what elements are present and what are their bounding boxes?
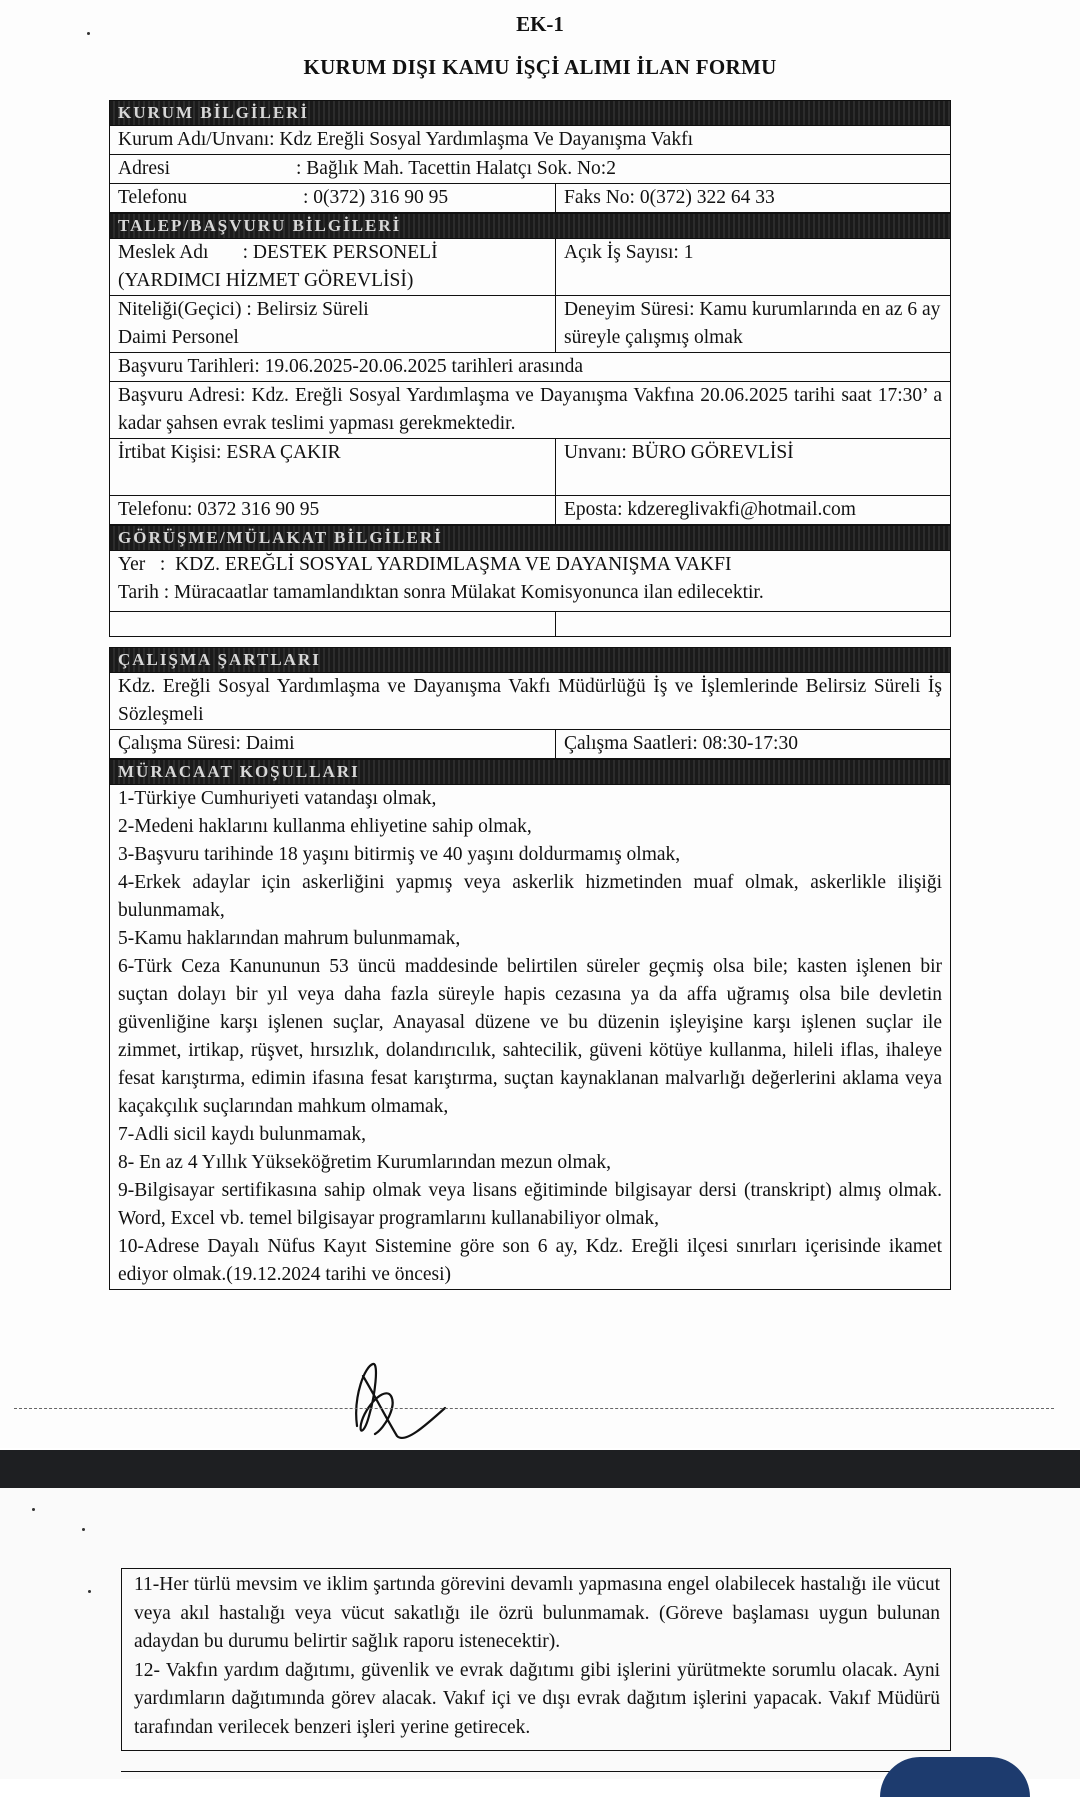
adres-value: : Bağlık Mah. Tacettin Halatçı Sok. No:2 (296, 158, 616, 179)
gorusme-yer: Yer : KDZ. EREĞLİ SOSYAL YARDIMLAŞMA VE DAYANIŞMA VAKFI (118, 554, 732, 575)
document-code: EK-1 (516, 12, 564, 36)
kosul-item: 3-Başvuru tarihinde 18 yaşını bitirmiş ve 40 yaşını doldurmamış olmak, (118, 844, 681, 865)
calisma-saatleri: Çalışma Saatleri: 08:30-17:30 (564, 733, 798, 754)
kosul-item: 1-Türkiye Cumhuriyeti vatandaşı olmak, (118, 788, 437, 809)
calisma-aciklama: Kdz. Ereğli Sosyal Yardımlaşma ve Dayanışma Vakfı Müdürlüğü İş ve İşlemlerinde Belirsiz Süreli İş Sözleşmeli (118, 676, 942, 725)
kosul-item: 9-Bilgisayar sertifikasına sahip olmak veya lisans eğitiminde bilgisayar dersi (transkript) almış olmak. Word, Excel vb. temel bilgisayar programlarını kullanabiliyor olmak, (118, 1180, 942, 1229)
kurum-adi: Kurum Adı/Unvanı: Kdz Ereğli Sosyal Yardımlaşma Ve Dayanışma Vakfı (118, 129, 694, 150)
basvuru-tarihleri-row (109, 353, 951, 382)
kosul-item: 11-Her türlü mevsim ve iklim şartında görevini devamlı yapmasına engel olabilecek hastalığı ile vücut veya akıl hastalığı veya vücut sakatlığı ile özrü bulunmamak. (Göreve başlaması uygun bulunan adaydan bu durumu belirtir sağlık raporu istenecektir). (134, 1574, 940, 1652)
kosul-item: 7-Adli sicil kaydı bulunmamak, (118, 1124, 367, 1145)
scan-speck (82, 1528, 85, 1531)
signature-mark (345, 1356, 455, 1446)
section-header-kurum: KURUM BİLGİLERİ (109, 100, 951, 126)
gorusme-row (109, 551, 951, 612)
floating-action-button[interactable] (880, 1757, 1030, 1797)
kurum-adres-row (109, 155, 951, 184)
gorusme-tarih: Tarih : Müracaatlar tamamlandıktan sonra Mülakat Komisyonunca ilan edilecektir. (118, 582, 764, 603)
irtibat-telefon: Telefonu: 0372 316 90 95 (110, 496, 556, 524)
meslek-adi: Meslek Adı : DESTEK PERSONELİ (118, 242, 438, 263)
document-title: KURUM DIŞI KAMU İŞÇİ ALIMI İLAN FORMU (303, 55, 777, 79)
calisma-suresi: Çalışma Süresi: Daimi (110, 730, 556, 758)
kosul-item: 5-Kamu haklarından mahrum bulunmamak, (118, 928, 461, 949)
scan-speck (32, 1508, 35, 1511)
muracaat-kosullari (109, 785, 951, 1290)
meslek-aciklama: (YARDIMCI HİZMET GÖREVLİSİ) (118, 270, 414, 291)
deneyim-suresi: Deneyim Süresi: Kamu kurumlarında en az 6 ay süreyle çalışmış olmak (564, 299, 941, 348)
irtibat-eposta: Eposta: kdzereglivakfi@hotmail.com (564, 499, 856, 520)
faks: Faks No: 0(372) 322 64 33 (564, 187, 775, 208)
kosul-item: 10-Adrese Dayalı Nüfus Kayıt Sistemine göre son 6 ay, Kdz. Ereğli ilçesi sınırları içerisinde ikamet ediyor olmak.(19.12.2024 tarihi ve öncesi) (118, 1236, 942, 1285)
kosul-item: 8- En az 4 Yıllık Yükseköğretim Kurumlarından mezun olmak, (118, 1152, 611, 1173)
kosul-item: 4-Erkek adaylar için askerliğini yapmış veya askerlik hizmetinden muaf olmak, askerlikle ilişiği bulunmamak, (118, 872, 942, 921)
section-header-gorusme: GÖRÜŞME/MÜLAKAT BİLGİLERİ (109, 525, 951, 551)
announcement-form (109, 100, 951, 1290)
basvuru-adresi-row (109, 382, 951, 439)
iletisim-row (109, 496, 951, 525)
page-gap-band (0, 1450, 1080, 1488)
document-page-2 (0, 1488, 1080, 1779)
page-divider-line (14, 1408, 1054, 1409)
section-header-talep: TALEP/BAŞVURU BİLGİLERİ (109, 213, 951, 239)
irtibat-kisisi: İrtibat Kişisi: ESRA ÇAKIR (110, 439, 556, 495)
telefon-label: Telefonu (118, 187, 188, 208)
muracaat-kosullari-devam (121, 1568, 951, 1751)
kurum-telefon-row (109, 184, 951, 213)
kosul-item: 2-Medeni haklarını kullanma ehliyetine sahip olmak, (118, 816, 532, 837)
nitelik: Niteliği(Geçici) : Belirsiz Süreli (118, 299, 369, 320)
empty-row (109, 612, 951, 637)
kosul-item: 12- Vakfın yardım dağıtımı, güvenlik ve evrak dağıtımı gibi işlerini yürütmekte sorumlu olacak. Ayni yardımların dağıtımında görev alacak. Vakıf içi ve dışı evrak dağıtım işlerini yapacak. Vakıf Müdürü tarafından verilecek benzeri işleri yerine getirecek. (134, 1659, 940, 1738)
basvuru-adresi: Başvuru Adresi: Kdz. Ereğli Sosyal Yardımlaşma ve Dayanışma Vakfına 20.06.2025 tarihi saat 17:30’ a kadar şahsen evrak teslimi yapması gerekmektedir. (118, 385, 942, 434)
section-header-muracaat: MÜRACAAT KOŞULLARI (109, 759, 951, 785)
calisma-aciklama-row (109, 673, 951, 730)
nitelik-devam: Daimi Personel (118, 327, 239, 348)
calisma-sure-row (109, 730, 951, 759)
nitelik-row (109, 296, 951, 353)
section-header-calisma: ÇALIŞMA ŞARTLARI (109, 647, 951, 673)
irtibat-unvan: Unvanı: BÜRO GÖREVLİSİ (564, 442, 794, 463)
adres-label: Adresi (118, 158, 170, 179)
table-bottom-line (121, 1771, 951, 1772)
irtibat-row (109, 439, 951, 496)
kurum-adi-row (109, 126, 951, 155)
basvuru-tarihleri: Başvuru Tarihleri: 19.06.2025-20.06.2025 tarihleri arasında (118, 356, 584, 377)
telefon-value: : 0(372) 316 90 95 (303, 187, 449, 208)
kosul-item: 6-Türk Ceza Kanununun 53 üncü maddesinde belirtilen süreler geçmiş olsa bile; kasten işlenen bir suçtan dolayı bir yıl veya daha fazla süreyle hapis cezasına ya da affa uğramış olsa bile devletin güvenliğine karşı işlenen suçlar, Anayasal düzene ve bu düzenin işleyişine karşı işlenen suçlar ile zimmet, irtikap, rüşvet, hırsızlık, dolandırıcılık, sahtecilik, güveni kötüye kullanma, hileli iflas, ihaleye fesat karıştırma, edimin ifasına fesat karıştırma, suçtan kaynaklanan malvarlığı değerlerini aklama veya kaçakçılık suçlarından mahkum olmamak, (118, 956, 942, 1117)
meslek-row (109, 239, 951, 296)
scan-speck (88, 1590, 91, 1593)
acik-is-sayisi: Açık İş Sayısı: 1 (564, 242, 694, 263)
